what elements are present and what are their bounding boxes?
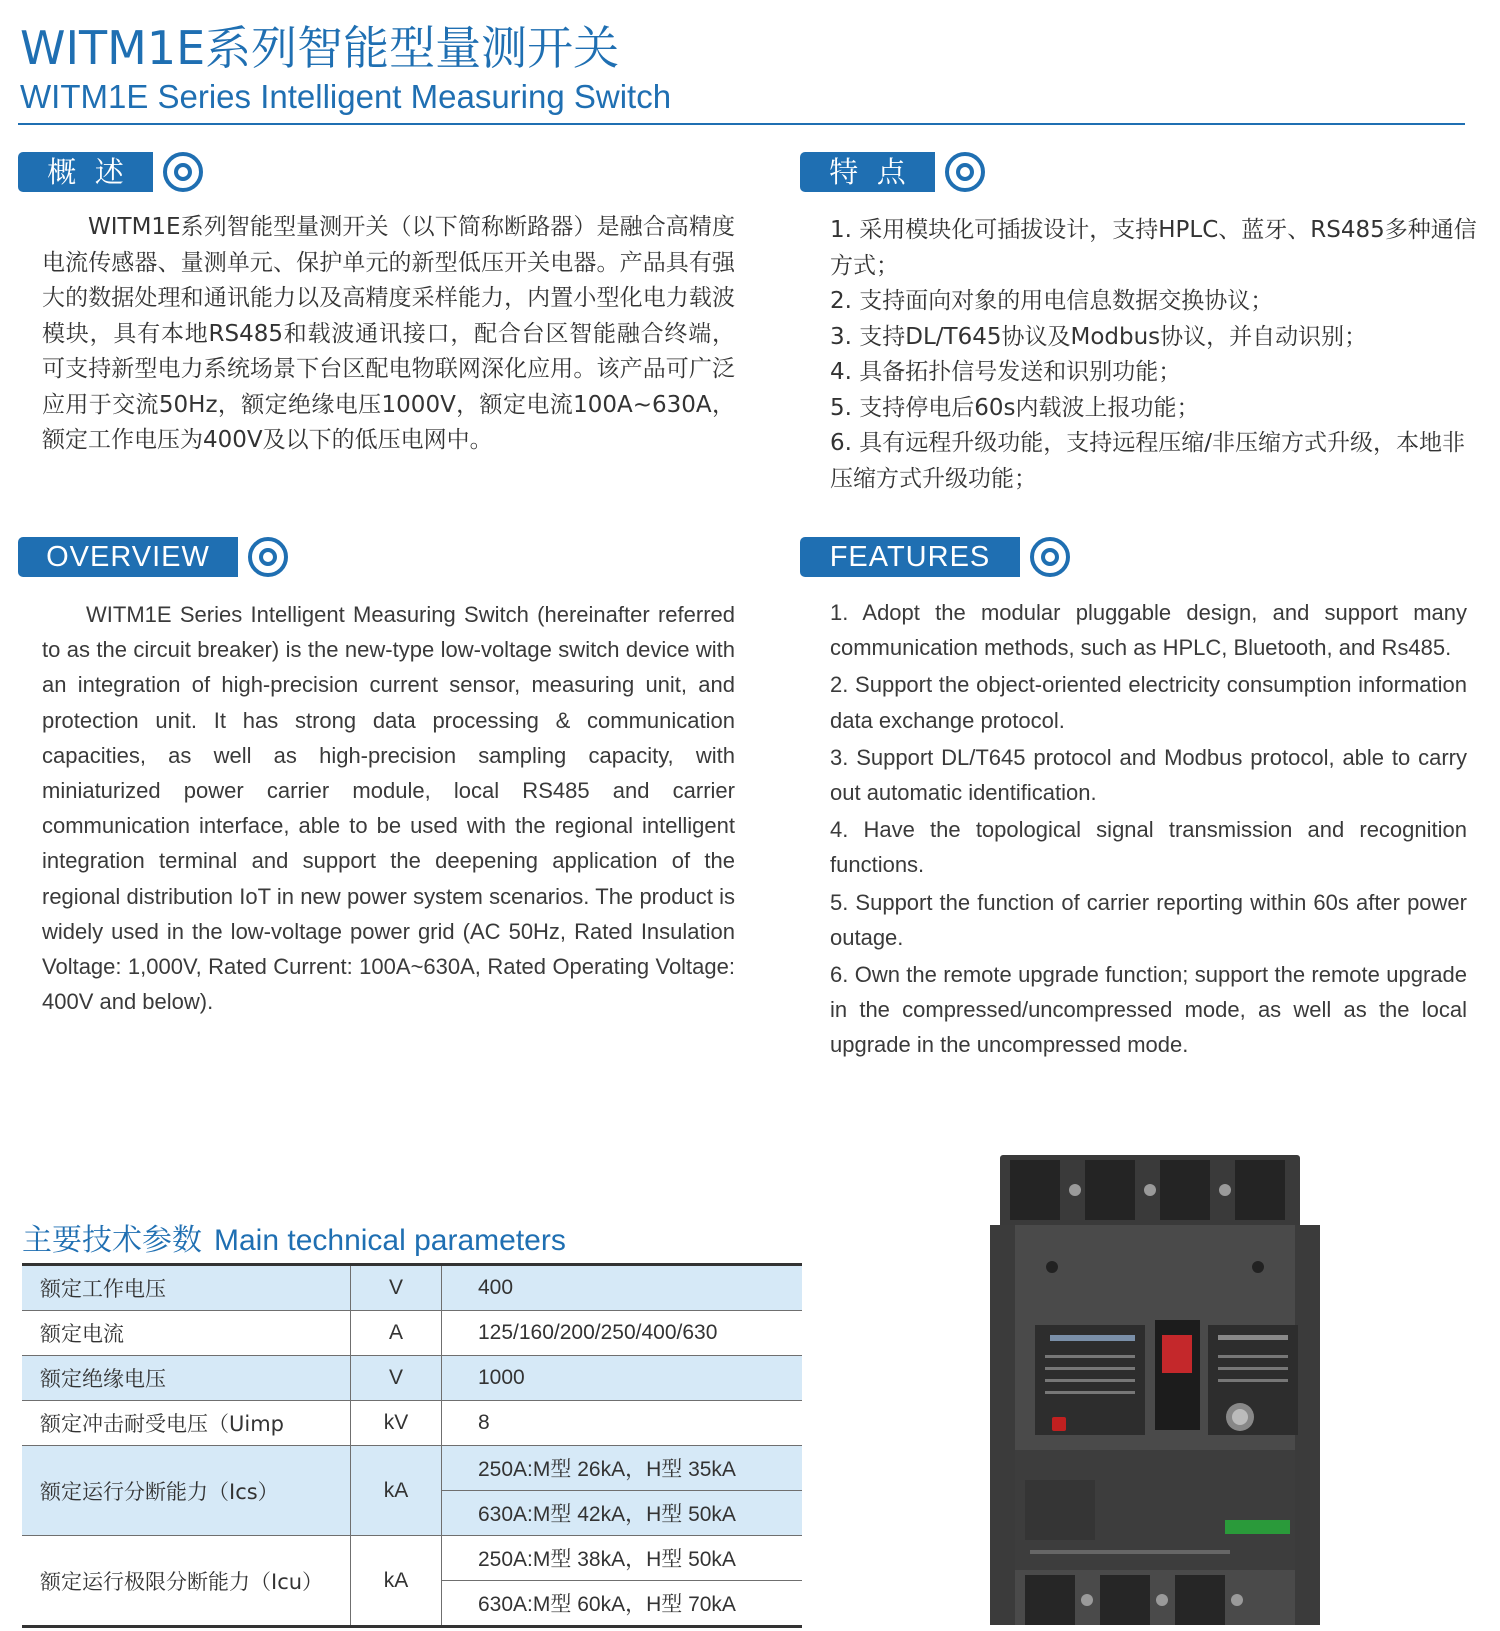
param-unit: kA xyxy=(351,1536,442,1627)
list-item: 1. 采用模块化可插拔设计，支持HPLC、蓝牙、RS485多种通信方式； xyxy=(830,217,1477,279)
table-row xyxy=(22,1536,802,1581)
table-row xyxy=(22,1401,802,1446)
features-en-list xyxy=(830,595,1467,1065)
list-item: 3. Support DL/T645 protocol and Modbus protocol, able to carry out automatic identification. xyxy=(830,744,1467,806)
param-value: 630A:M型 42kA，H型 50kA xyxy=(442,1491,803,1536)
list-item: 2. 支持面向对象的用电信息数据交换协议； xyxy=(830,288,1274,314)
params-title xyxy=(22,1215,566,1259)
param-unit: V xyxy=(351,1356,442,1401)
table-row xyxy=(22,1356,802,1401)
product-photo xyxy=(990,1155,1330,1625)
overview-en-text: WITM1E Series Intelligent Measuring Switch (hereinafter referred to as the circuit breaker) is the new-type low-voltage switch device with an integration of high-precision current sensor, measuring unit, and protection unit. It has strong data processing & communication capacities, as well as high-precision sampling capacity, with miniaturized power carrier module, local RS485 and carrier communication interface, able to be used with the regional intelligent integration terminal and support the deepening application of the regional distribution IoT in new power system scenarios. The product is widely used in the low-voltage power grid (AC 50Hz, Rated Insulation Voltage: 1,000V, Rated Current: 100A~630A, Rated Operating Voltage: 400V and below). xyxy=(42,602,735,1015)
param-value: 250A:M型 38kA，H型 50kA xyxy=(442,1536,803,1581)
list-item: 4. 具备拓扑信号发送和识别功能； xyxy=(830,359,1182,385)
param-value: 630A:M型 60kA，H型 70kA xyxy=(442,1581,803,1627)
table-row xyxy=(22,1311,802,1356)
param-value: 1000 xyxy=(442,1356,803,1401)
target-circle-icon xyxy=(1030,537,1070,577)
target-circle-icon xyxy=(248,537,288,577)
param-value: 250A:M型 26kA，H型 35kA xyxy=(442,1446,803,1491)
list-item: 2. Support the object-oriented electricity consumption information data exchange protocol. xyxy=(830,672,1467,733)
params-table xyxy=(22,1263,802,1628)
param-unit: kA xyxy=(351,1446,442,1536)
list-item: 4. Have the topological signal transmission and recognition functions. xyxy=(830,817,1467,878)
param-name: 额定运行分断能力（Ics） xyxy=(22,1446,351,1536)
list-item: 6. Own the remote upgrade function; support the remote upgrade in the compressed/uncompressed mode, as well as the local upgrade in the uncompressed mode. xyxy=(830,962,1467,1058)
list-item: 1. Adopt the modular pluggable design, and support many communication methods, such as HPLC, Bluetooth, and Rs485. xyxy=(830,600,1467,661)
list-item: 3. 支持DL/T645协议及Modbus协议，并自动识别； xyxy=(830,323,1368,350)
list-item: 6. 具有远程升级功能，支持远程压缩/非压缩方式升级，本地非压缩方式升级功能； xyxy=(830,430,1466,492)
title-divider xyxy=(18,123,1465,125)
param-name: 额定电流 xyxy=(22,1311,351,1356)
param-unit: kV xyxy=(351,1401,442,1446)
param-value: 400 xyxy=(442,1265,803,1311)
target-circle-icon xyxy=(163,152,203,192)
table-row xyxy=(22,1446,802,1491)
param-unit: V xyxy=(351,1265,442,1311)
target-circle-icon xyxy=(945,152,985,192)
list-item: 5. 支持停电后60s内载波上报功能； xyxy=(830,394,1200,421)
list-item: 5. Support the function of carrier reporting within 60s after power outage. xyxy=(830,889,1467,950)
table-row xyxy=(22,1265,802,1311)
param-value: 8 xyxy=(442,1401,803,1446)
features-en-heading-label: FEATURES xyxy=(800,537,1020,577)
features-cn-list xyxy=(830,213,1480,497)
overview-cn-heading-label: 概 述 xyxy=(18,152,153,192)
params-title-en: Main technical parameters xyxy=(214,1224,566,1257)
param-name: 额定冲击耐受电压（Uimp xyxy=(22,1401,351,1446)
param-name: 额定工作电压 xyxy=(22,1265,351,1311)
param-unit: A xyxy=(351,1311,442,1356)
page-title-cn: WITM1E系列智能型量测开关 xyxy=(20,21,620,75)
param-name: 额定绝缘电压 xyxy=(22,1356,351,1401)
params-title-cn: 主要技术参数 xyxy=(22,1223,202,1258)
param-value: 125/160/200/250/400/630 xyxy=(442,1311,803,1356)
param-name: 额定运行极限分断能力（Icu） xyxy=(22,1536,351,1627)
overview-cn-text: WITM1E系列智能型量测开关（以下简称断路器）是融合高精度电流传感器、量测单元、保护单元的新型低压开关电器。产品具有强大的数据处理和通讯能力以及高精度采样能力，内置小型化电力载波模块，具有本地RS485和载波通讯接口，配合台区智能融合终端，可支持新型电力系统场景下台区配电物联网深化应用。该产品可广泛应用于交流50Hz，额定绝缘电压1000V，额定电流100A~630A，额定工作电压为400V及以下的低压电网中。 xyxy=(42,214,735,453)
overview-en-heading-label: OVERVIEW xyxy=(18,537,238,577)
features-cn-heading-label: 特 点 xyxy=(800,152,935,192)
page-title-en: WITM1E Series Intelligent Measuring Switch xyxy=(20,78,672,115)
